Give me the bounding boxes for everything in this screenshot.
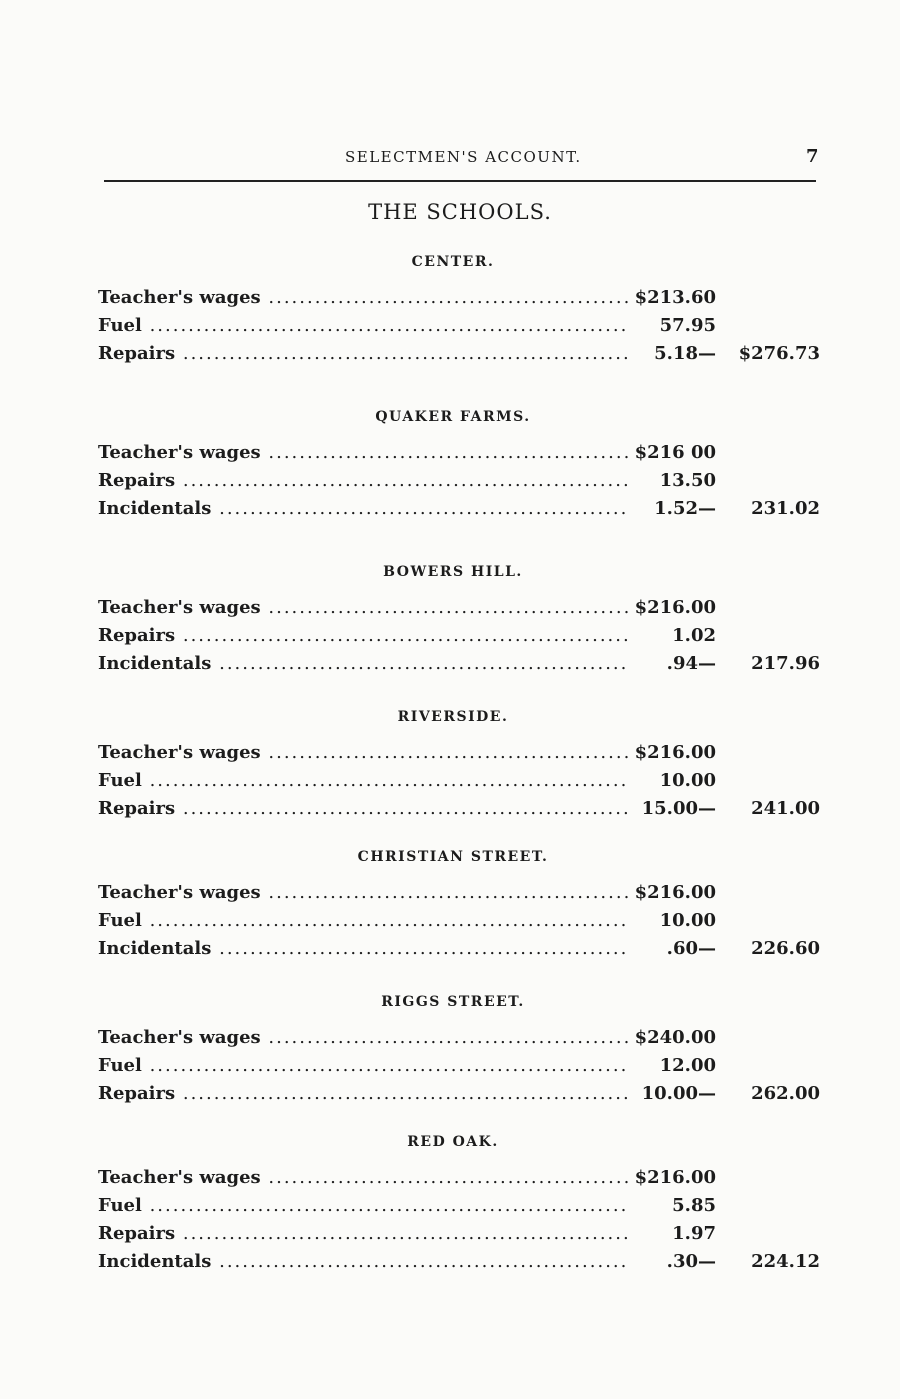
expense-row (98, 1220, 828, 1248)
expense-row (98, 907, 828, 935)
running-head (100, 148, 820, 172)
expense-amount: 10.00 (659, 910, 716, 931)
expense-amount: 57.95 (659, 315, 716, 336)
expense-amount: $216.00 (634, 597, 716, 618)
expense-amount: $240.00 (634, 1027, 716, 1048)
expense-amount: 12.00 (659, 1055, 716, 1076)
school-block (98, 845, 828, 963)
expense-amount: $216.00 (634, 742, 716, 763)
school-total: 224.12 (751, 1251, 820, 1272)
expense-label: Repairs ..... (98, 795, 628, 823)
expense-row (98, 1024, 828, 1052)
expense-label: Teacher's wages ..... (98, 879, 628, 907)
expense-label: Incidentals ..... (98, 1248, 628, 1276)
expense-amount: $216 00 (634, 442, 716, 463)
expense-row (98, 650, 828, 678)
expense-label: Fuel ..... (98, 1192, 628, 1220)
expense-row (98, 622, 828, 650)
expense-row (98, 312, 828, 340)
expense-amount: 13.50 (659, 470, 716, 491)
expense-label: Fuel ..... (98, 1052, 628, 1080)
running-title: SELECTMEN'S ACCOUNT. (345, 148, 582, 166)
expense-amount: 1.52— (654, 498, 716, 519)
school-block (98, 990, 828, 1108)
school-total: 262.00 (751, 1083, 820, 1104)
expense-label: Repairs ..... (98, 340, 628, 368)
school-block (98, 705, 828, 823)
expense-label: Teacher's wages ..... (98, 739, 628, 767)
expense-label: Teacher's wages ..... (98, 594, 628, 622)
expense-amount: 10.00 (659, 770, 716, 791)
expense-row (98, 1080, 828, 1108)
expense-amount: 5.85 (672, 1195, 716, 1216)
expense-row (98, 594, 828, 622)
school-block (98, 405, 828, 523)
expense-row (98, 467, 828, 495)
expense-amount: 5.18— (654, 343, 716, 364)
school-block (98, 250, 828, 368)
expense-label: Repairs ..... (98, 1080, 628, 1108)
school-name: CENTER. (411, 254, 495, 270)
expense-row (98, 739, 828, 767)
expense-amount: $216.00 (634, 1167, 716, 1188)
school-name: RIGGS STREET. (381, 994, 525, 1010)
expense-row (98, 1192, 828, 1220)
expense-amount: 15.00— (641, 798, 716, 819)
section-title: THE SCHOOLS. (368, 200, 552, 224)
expense-label: Fuel ..... (98, 907, 628, 935)
expense-row (98, 439, 828, 467)
expense-amount: $213.60 (634, 287, 716, 308)
school-name: RIVERSIDE. (397, 709, 509, 725)
school-total: 241.00 (751, 798, 820, 819)
expense-amount: .30— (666, 1251, 716, 1272)
expense-label: Incidentals ..... (98, 495, 628, 523)
school-total: $276.73 (738, 343, 820, 364)
school-total: 217.96 (751, 653, 820, 674)
expense-label: Teacher's wages ..... (98, 1024, 628, 1052)
school-total: 231.02 (751, 498, 820, 519)
expense-amount: .94— (666, 653, 716, 674)
expense-label: Repairs ..... (98, 1220, 628, 1248)
school-name: CHRISTIAN STREET. (357, 849, 549, 865)
expense-label: Teacher's wages ..... (98, 284, 628, 312)
expense-label: Incidentals ..... (98, 650, 628, 678)
header-rule (104, 180, 816, 182)
expense-amount: .60— (666, 938, 716, 959)
expense-amount: $216.00 (634, 882, 716, 903)
school-block (98, 560, 828, 678)
school-name: BOWERS HILL. (383, 564, 523, 580)
expense-row (98, 767, 828, 795)
expense-label: Teacher's wages ..... (98, 439, 628, 467)
school-name: RED OAK. (407, 1134, 499, 1150)
expense-label: Repairs ..... (98, 467, 628, 495)
expense-label: Fuel ..... (98, 312, 628, 340)
expense-row (98, 1052, 828, 1080)
expense-label: Teacher's wages ..... (98, 1164, 628, 1192)
expense-row (98, 340, 828, 368)
expense-row (98, 879, 828, 907)
expense-row (98, 1164, 828, 1192)
expense-row (98, 935, 828, 963)
expense-row (98, 1248, 828, 1276)
school-block (98, 1130, 828, 1276)
expense-row (98, 495, 828, 523)
expense-amount: 10.00— (641, 1083, 716, 1104)
expense-label: Incidentals ..... (98, 935, 628, 963)
expense-row (98, 284, 828, 312)
expense-label: Fuel ..... (98, 767, 628, 795)
school-name: QUAKER FARMS. (375, 409, 531, 425)
expense-amount: 1.97 (672, 1223, 716, 1244)
expense-label: Repairs ..... (98, 622, 628, 650)
page-number: 7 (805, 146, 820, 167)
expense-amount: 1.02 (672, 625, 716, 646)
school-total: 226.60 (751, 938, 820, 959)
expense-row (98, 795, 828, 823)
